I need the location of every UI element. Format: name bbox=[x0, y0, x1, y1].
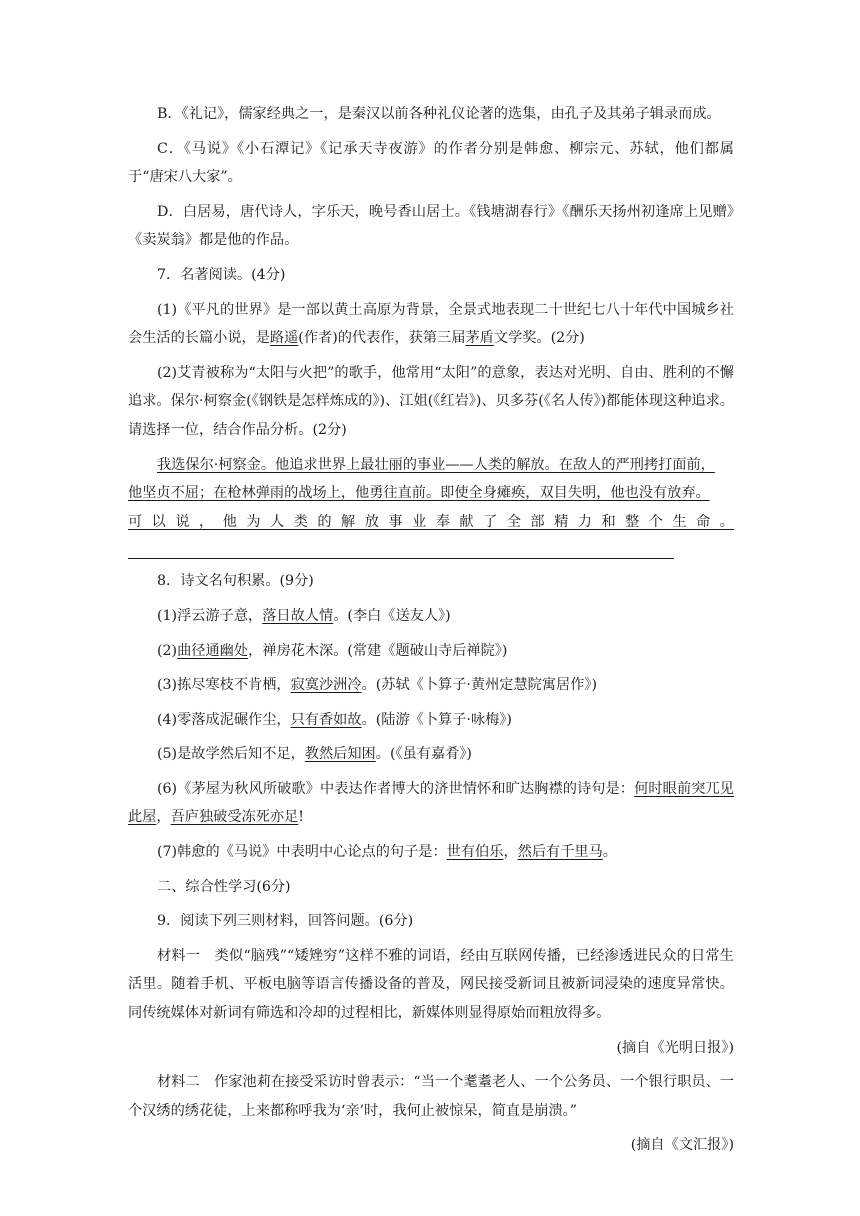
q8-item-7 bbox=[128, 838, 734, 867]
q8-item-4-text-a: (4)零落成泥碾作尘， bbox=[157, 711, 291, 728]
q8-item-7-text-c: 。 bbox=[602, 844, 617, 861]
q8-item-2-answer: 曲径通幽处 bbox=[177, 642, 249, 659]
q8-item-5-answer: 教然后知困 bbox=[304, 746, 376, 763]
q8-item-5 bbox=[128, 740, 734, 769]
q6-option-b: B．《礼记》，儒家经典之一，是秦汉以前各种礼仪论著的选集，由孔子及其弟子辑录而成。 bbox=[157, 106, 721, 122]
q7-title: 7．名著阅读。(4分) bbox=[157, 266, 286, 283]
q8-item-6-text-c: ! bbox=[298, 809, 304, 826]
q7-part1-text-c: 文学奖。(2分) bbox=[493, 330, 585, 347]
q7-answer-line-2: 他坚贞不屈；在枪林弹雨的战场上，他勇往直前。即使全身瘫痪，双目失明，他也没有放弃。 bbox=[128, 485, 710, 502]
q8-item-4-answer: 只有香如故 bbox=[290, 711, 362, 728]
q6-option-d: D．白居易，唐代诗人，字乐天，晚号香山居士。《钱塘湖春行》《酬乐天扬州初逢席上见赠》《卖炭翁》都是他的作品。 bbox=[128, 203, 734, 249]
q8-item-6-text-a: (6)《茅屋为秋风所破歌》中表达作者博大的济世情怀和旷达胸襟的诗句是： bbox=[157, 780, 635, 797]
q8-item-3-text-b: 。(苏轼《卜算子·黄州定慧院寓居作》) bbox=[361, 677, 598, 694]
q9-material-1: 材料一 类似“脑残”“矮矬穷”这样不雅的词语，经由互联网传播，已经渗透进民众的日常生活里。随着手机、平板电脑等语言传播设备的普及，网民接受新词且被新词浸染的速度异常快。同传统媒体对新词有筛选和冷却的过程相比，新媒体则显得原始而粗放得多。 bbox=[128, 947, 734, 1022]
q8-item-4-text-b: 。(陆游《卜算子·咏梅》) bbox=[361, 711, 512, 728]
q7-part1-text-b: (作者)的代表作，获第三届 bbox=[298, 330, 466, 347]
q7-part1 bbox=[128, 296, 734, 353]
q9-title: 9．阅读下列三则材料，回答问题。(6分) bbox=[157, 913, 414, 930]
q8-item-6-answer-1: 何时眼前突兀见此屋 bbox=[128, 780, 734, 826]
q8-item-1 bbox=[128, 602, 734, 631]
q8-item-7-text-a: (7)韩愈的《马说》中表明中心论点的句子是： bbox=[157, 844, 447, 861]
q8-item-6-text-b: ， bbox=[156, 809, 171, 826]
q9-material-1-source: (摘自《光明日报》) bbox=[616, 1039, 734, 1056]
q8-item-1-answer: 落日故人情 bbox=[262, 607, 334, 624]
q6-option-c: C．《马说》《小石潭记》《记承天寺夜游》的作者分别是韩愈、柳宗元、苏轼，他们都属于“唐宋八大家”。 bbox=[128, 140, 734, 186]
q8-item-5-text-b: 。(《虽有嘉肴》) bbox=[375, 746, 472, 763]
q8-item-4 bbox=[128, 706, 734, 735]
q8-item-7-text-b: ， bbox=[503, 844, 518, 861]
q8-item-3-text-a: (3)拣尽寒枝不肯栖， bbox=[157, 677, 291, 694]
q7-answer-line-1: 我选保尔·柯察金。他追求世界上最壮丽的事业——人类的解放。在敌人的严刑拷打面前， bbox=[157, 456, 715, 473]
answer-blank-line bbox=[128, 536, 674, 559]
q8-title: 8．诗文名句积累。(9分) bbox=[157, 573, 314, 590]
q8-item-1-text-b: 。(李白《送友人》) bbox=[333, 607, 451, 624]
q8-item-2 bbox=[128, 637, 734, 666]
q8-item-7-answer-2: 然后有千里马 bbox=[517, 844, 603, 861]
q7-answer-author: 路遥 bbox=[269, 330, 299, 347]
q9-material-2-source: (摘自《文汇报》) bbox=[630, 1137, 734, 1154]
q9-material-2: 材料二 作家池莉在接受采访时曾表示：“当一个耄耋老人、一个公务员、一个银行职员、一个汉绣的绣花徒，上来都称呼我为‘亲’时，我何止被惊呆，简直是崩溃。” bbox=[128, 1074, 734, 1119]
q8-item-3 bbox=[128, 671, 734, 700]
section-2-heading: 二、综合性学习(6分) bbox=[157, 878, 291, 895]
q8-item-2-text-a: (2) bbox=[157, 642, 178, 659]
q8-item-6 bbox=[128, 775, 734, 832]
q8-item-2-text-b: ，禅房花木深。(常建《题破山寺后禅院》) bbox=[248, 642, 508, 659]
q8-item-7-answer-1: 世有伯乐 bbox=[446, 844, 504, 861]
q7-part1-text-a: (1)《平凡的世界》是一部以黄土高原为背景，全景式地表现二十世纪七八十年代中国城乡社会生活的长篇小说，是 bbox=[128, 301, 734, 347]
q8-item-1-text-a: (1)浮云游子意， bbox=[157, 607, 263, 624]
q8-item-6-answer-2: 吾庐独破受冻死亦足 bbox=[170, 809, 299, 826]
q7-answer-prize: 茅盾 bbox=[465, 330, 494, 347]
q8-item-3-answer: 寂寞沙洲冷 bbox=[290, 677, 362, 694]
q8-item-5-text-a: (5)是故学然后知不足， bbox=[157, 746, 305, 763]
q7-part2: (2)艾青被称为“太阳与火把”的歌手，他常用“太阳”的意象，表达对光明、自由、胜利的不懈追求。保尔·柯察金(《钢铁是怎样炼成的》)、江姐(《红岩》)、贝多芬(《名人传》)都能体现这种追求。请选择一位，结合作品分析。(2分) bbox=[128, 364, 734, 438]
q7-answer-line-3: 可以说，他为人类的解放事业奉献了全部精力和整个生命。 bbox=[128, 513, 734, 530]
page-content bbox=[128, 100, 734, 1160]
